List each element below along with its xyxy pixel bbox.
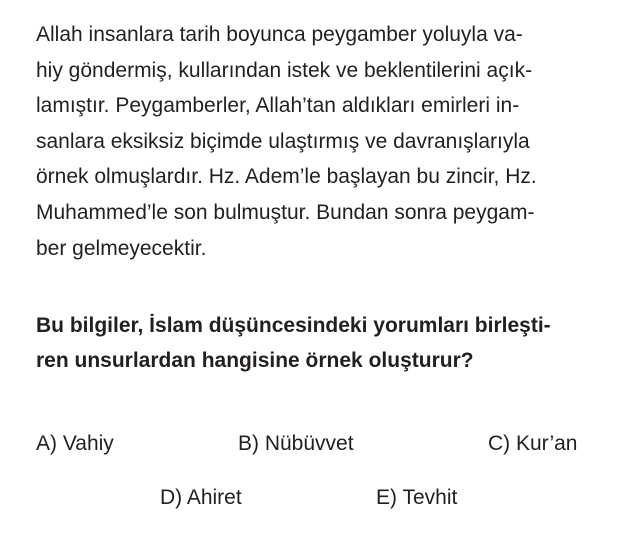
passage-line: Muhammed’le son bulmuştur. Bundan sonra peygam- [36,200,535,224]
passage-line: hiy göndermiş, kullarından istek ve beklentilerini açık- [36,58,533,82]
question-line: ren unsurlardan hangisine örnek oluşturur? [36,349,474,372]
passage-line: sanlara eksiksiz biçimde ulaştırmış ve davranışlarıyla [36,129,530,153]
passage-line: ber gelmeyecektir. [36,236,207,260]
option-a[interactable]: A) Vahiy [36,432,114,455]
passage-text [36,17,588,266]
option-c[interactable]: C) Kur’an [488,432,578,455]
question-stem [36,308,596,378]
option-d[interactable]: D) Ahiret [160,486,242,509]
option-e[interactable]: E) Tevhit [376,486,458,509]
passage-line: lamıştır. Peygamberler, Allah’tan aldıkları emirleri in- [36,94,520,118]
question-line: Bu bilgiler, İslam düşüncesindeki yorumları birleşti- [36,314,551,337]
passage-line: örnek olmuşlardır. Hz. Adem’le başlayan bu zincir, Hz. [36,165,537,189]
option-b[interactable]: B) Nübüvvet [238,432,354,455]
passage-line: Allah insanlara tarih boyunca peygamber yoluyla va- [36,23,523,46]
